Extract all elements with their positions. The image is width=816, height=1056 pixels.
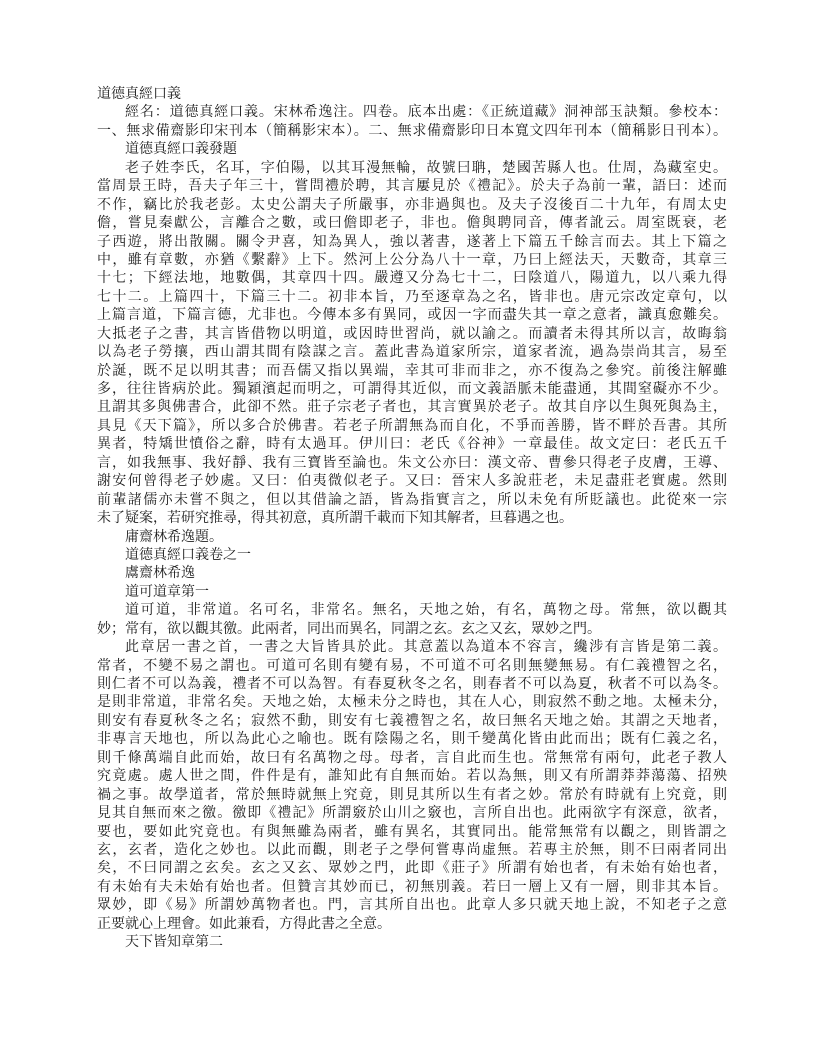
text-line: 當周景王時，吾夫子年三十，嘗問禮於聘，其言屢見於《禮記》。於夫子為前一輩，語曰：述而 [97, 179, 727, 195]
text-line: 鬳齋林希逸 [125, 566, 195, 582]
text-line: 經名：道德真經口義。宋林希逸注。四卷。底本出處：《正統道藏》洞神部玉訣類。參校本： [125, 105, 727, 121]
text-line: 矣，不曰同謂之玄矣。玄之又玄、眾妙之門，此即《莊子》所謂有始也者，有未始有始也者， [97, 861, 727, 877]
text-line: 是則非常道，非常名矣。天地之始，太極未分之時也，其在人心，則寂然不動之地。太極未分， [97, 695, 727, 711]
text-line: 妙；常有，欲以觀其徼。此兩者，同出而異名，同謂之玄。玄之又玄，眾妙之門。 [97, 621, 601, 637]
text-line: 謝安何曾得老子妙處。又曰：伯夷微似老子。又曰：晉宋人多說莊老，未足盡莊老實處。然則 [97, 474, 727, 490]
text-line: 具見《天下篇》，所以多合於佛書。若老子所謂無為而自化，不爭而善勝，皆不畔於吾書。其所 [97, 418, 727, 434]
text-line: 中，雖有章數，亦猶《繫辭》上下。然河上公分為八十一章，乃曰上經法天，天數奇，其章三 [97, 252, 727, 268]
text-line: 前輩諸儒亦未嘗不與之，但以其借論之語，皆為指實言之，所以未免有所貶議也。此從來一宗 [97, 492, 727, 508]
text-line: 道可道章第一 [125, 584, 209, 600]
text-line: 不作，竊比於我老彭。太史公謂夫子所嚴事，亦非過與也。及夫子沒後百二十九年，有周太史 [97, 197, 727, 213]
text-line: 子西遊，將出散關。關令尹喜，知為異人，強以著書，遂著上下篇五千餘言而去。其上下篇之 [97, 234, 727, 250]
text-line: 道德真經口義 [97, 87, 181, 102]
text-line: 大抵老子之書，其言皆借物以明道，或因時世習尚，就以諭之。而讀者未得其所以言，故晦翁 [97, 326, 727, 342]
text-line: 要也，要如此究竟也。有與無雖為兩者，雖有異名，其實同出。能常無常有以觀之，則皆謂之 [97, 824, 727, 840]
text-line: 以為老子勞攘，西山謂其間有陰謀之言。蓋此書為道家所宗，道家者流，過為崇尚其言，易至 [97, 345, 727, 361]
text-line: 道德真經口義發題 [125, 142, 237, 158]
text-line: 則安有春夏秋冬之名；寂然不動，則安有七義禮智之名，故曰無名天地之始。其謂之天地者， [97, 713, 727, 729]
text-line: 常者，不變不易之謂也。可道可名則有變有易，不可道不可名則無變無易。有仁義禮智之名， [97, 658, 727, 674]
text-line: 則千條萬端自此而始，故曰有名萬物之母。母者，言自此而生也。常無常有兩句，此老子教人 [97, 750, 727, 766]
text-line: 見其自無而來之徼。徼即《禮記》所謂竅於山川之竅也，言所自出也。此兩欲字有深意，欲者， [97, 806, 727, 822]
text-line: 多，往往皆病於此。獨穎濱起而明之，可謂得其近似，而文義語脈未能盡通，其間窒礙亦不少。 [97, 382, 727, 397]
text-line: 非專言天地也，所以為此心之喻也。既有陰陽之名，則千變萬化皆由此而出；既有仁義之名， [97, 732, 727, 748]
text-line: 有未始有夫未始有始也者。但贊言其妙而已，初無別義。若曰一層上又有一層，則非其本旨。 [97, 879, 727, 895]
text-line: 七十二。上篇四十，下篇三十二。初非本旨，乃至逐章為之名，皆非也。唐元宗改定章句，以 [97, 289, 727, 305]
text-line: 玄，玄者，造化之妙也。以此而觀，則老子之學何嘗專尚虛無。若專主於無，則不曰兩者同出 [97, 842, 727, 858]
text-line: 正要就心上理會。如此兼看，方得此書之全意。 [97, 916, 391, 932]
text-line: 究竟處。處人世之間，件件是有，誰知此有自無而始。若以為無，則又有所謂莽莽蕩蕩、招殃 [97, 769, 727, 785]
text-line: 道可道，非常道。名可名，非常名。無名，天地之始，有名，萬物之母。常無，欲以觀其 [125, 603, 727, 619]
text-line: 老子姓李氏，名耳，字伯陽，以其耳漫無輪，故號曰聃，楚國苦縣人也。仕周，為藏室史。 [125, 160, 727, 176]
text-line: 道德真經口義卷之一 [125, 547, 251, 563]
text-line: 儋，嘗見秦獻公，言離合之數，或曰儋即老子，非也。儋與聘同音，傳者訛云。周室既衰，老 [97, 216, 727, 232]
text-line: 庸齋林希逸題。 [125, 529, 223, 545]
text-line: 言，如我無事、我好靜、我有三寶皆至論也。朱文公亦曰：漢文帝、曹參只得老子皮膚，王導、 [97, 455, 727, 471]
text-line: 十七；下經法地，地數偶，其章四十四。嚴遵又分為七十二，曰陰道八，陽道九，以八乘九得 [97, 271, 727, 287]
text-line: 且謂其多與佛書合，此卻不然。莊子宗老子者也，其言實異於老子。故其自序以生與死與為主， [97, 400, 727, 416]
text-line: 於誕，既不足以明其書；而吾儒又指以異端，幸其可非而非之，亦不復為之參究。前後注解雖 [97, 363, 727, 379]
document-body [97, 86, 727, 953]
text-line: 一、無求備齋影印宋刊本（簡稱影宋本）。二、無求備齋影印日本寬文四年刊本（簡稱影日刊本）。 [97, 123, 727, 139]
text-line: 眾妙，即《易》所謂妙萬物者也。門，言其所自出也。此章人多只就天地上說，不知老子之意 [97, 898, 727, 914]
text-line: 天下皆知章第二 [125, 935, 223, 951]
text-line: 異者，特矯世憤俗之辭，時有太過耳。伊川曰：老氏《谷神》一章最佳。故文定曰：老氏五千 [97, 437, 727, 453]
text-line: 禍之事。故學道者，常於無時就無上究竟，則見其所以生有者之妙。常於有時就有上究竟，則 [97, 787, 727, 803]
text-line: 此章居一書之首，一書之大旨皆具於此。其意蓋以為道本不容言，纔涉有言皆是第二義。 [125, 640, 727, 656]
text-line: 上篇言道，下篇言德，尤非也。今傳本多有異同，或因一字而盡失其一章之意者，識真愈難矣。 [97, 308, 727, 324]
text-line: 則仁者不可以為義，禮者不可以為智。有春夏秋冬之名，則春者不可以為夏，秋者不可以為冬。 [97, 677, 727, 692]
text-line: 未了疑案，若研究推尋，得其初意，真所謂千載而下知其解者，旦暮遇之也。 [97, 511, 573, 527]
